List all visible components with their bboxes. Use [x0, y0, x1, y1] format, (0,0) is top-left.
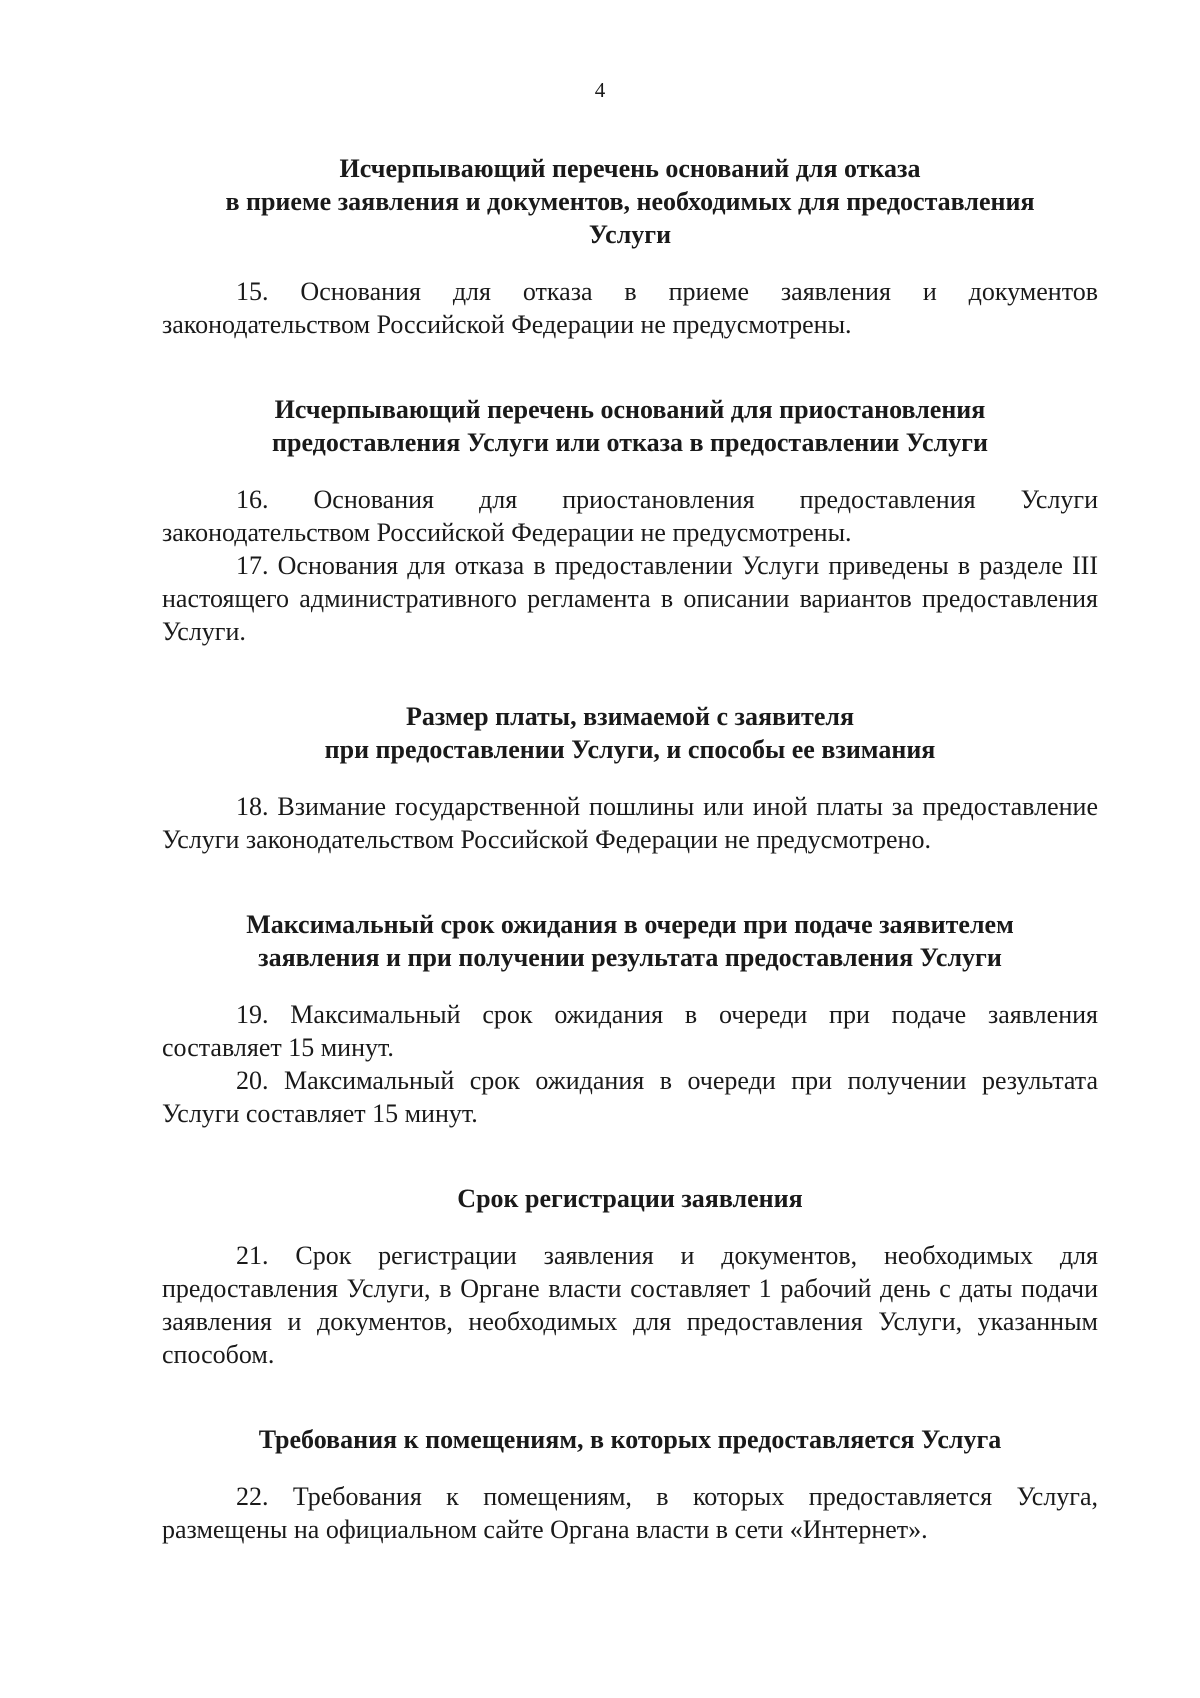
- section-heading: [162, 908, 1098, 974]
- heading-line: заявления и при получении результата предоставления Услуги: [258, 943, 1002, 972]
- paragraph-22: 22. Требования к помещениям, в которых предоставляется Услуга, размещены на официальном сайте Органа власти в сети «Интернет».: [162, 1482, 1098, 1544]
- section-suspension: [162, 393, 1098, 648]
- document-body: [162, 152, 1098, 1546]
- section-refusal-acceptance: [162, 152, 1098, 341]
- section-heading: [162, 1423, 1098, 1456]
- heading-line: Услуги: [588, 220, 672, 249]
- section-gap: [162, 1371, 1098, 1423]
- heading-line: Срок регистрации заявления: [457, 1184, 803, 1213]
- heading-line: Размер платы, взимаемой с заявителя: [405, 702, 855, 731]
- section-heading: [162, 700, 1098, 766]
- heading-line: в приеме заявления и документов, необходимых для предоставления: [225, 187, 1035, 216]
- section-fee: [162, 700, 1098, 856]
- paragraph-16: 16. Основания для приостановления предоставления Услуги законодательством Российской Федерации не предусмотрены.: [162, 485, 1098, 547]
- paragraph-21: 21. Срок регистрации заявления и документов, необходимых для предоставления Услуги, в Органе власти составляет 1 рабочий день с даты подачи заявления и документов, необходимых для предоставления Услуги, указанным способом.: [162, 1241, 1098, 1369]
- paragraph-18: 18. Взимание государственной пошлины или иной платы за предоставление Услуги законодательством Российской Федерации не предусмотрено.: [162, 792, 1098, 854]
- section-queue-time: [162, 908, 1098, 1130]
- page-number: 4: [594, 78, 606, 102]
- paragraph-17: 17. Основания для отказа в предоставлении Услуги приведены в разделе III настоящего административного регламента в описании вариантов предоставления Услуги.: [162, 551, 1098, 646]
- heading-line: Максимальный срок ожидания в очереди при подаче заявителем: [246, 910, 1014, 939]
- heading-line: Требования к помещениям, в которых предоставляется Услуга: [258, 1425, 1002, 1454]
- heading-line: Исчерпывающий перечень оснований для приостановления: [274, 395, 986, 424]
- section-registration: [162, 1182, 1098, 1371]
- paragraph-19: 19. Максимальный срок ожидания в очереди при подаче заявления составляет 15 минут.: [162, 1000, 1098, 1062]
- section-premises: [162, 1423, 1098, 1546]
- section-gap: [162, 648, 1098, 700]
- section-heading: [162, 393, 1098, 459]
- section-heading: [162, 152, 1098, 251]
- paragraph-20: 20. Максимальный срок ожидания в очереди при получении результата Услуги составляет 15 минут.: [162, 1066, 1098, 1128]
- heading-line: при предоставлении Услуги, и способы ее взимания: [324, 735, 936, 764]
- paragraph-15: 15. Основания для отказа в приеме заявления и документов законодательством Российской Федерации не предусмотрены.: [162, 277, 1098, 339]
- heading-line: предоставления Услуги или отказа в предоставлении Услуги: [272, 428, 988, 457]
- heading-line: Исчерпывающий перечень оснований для отказа: [339, 154, 921, 183]
- section-gap: [162, 856, 1098, 908]
- section-gap: [162, 1130, 1098, 1182]
- section-heading: [162, 1182, 1098, 1215]
- section-gap: [162, 341, 1098, 393]
